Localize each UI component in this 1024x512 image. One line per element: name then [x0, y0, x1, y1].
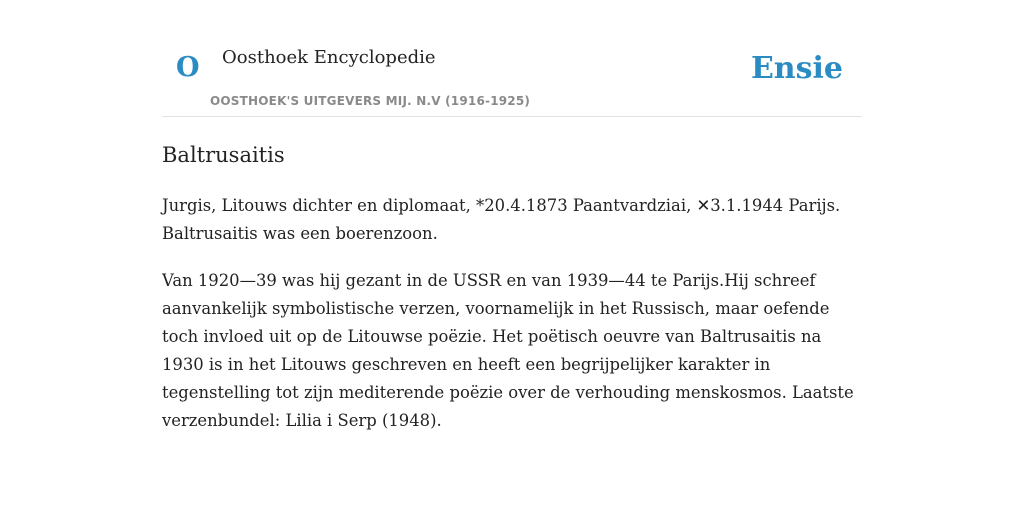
article-body [162, 192, 862, 454]
ensie-brand-logo[interactable]: Ensie [750, 51, 843, 86]
site-logo[interactable]: O [176, 52, 200, 83]
article-title: Baltrusaitis [162, 143, 285, 167]
site-header [162, 0, 862, 117]
site-title[interactable]: Oosthoek Encyclopedie [222, 47, 436, 68]
content-container [162, 0, 862, 430]
article-paragraph: Jurgis, Litouws dichter en diplomaat, *20.4.1873 Paantvardziai, ✕3.1.1944 Parijs. Baltrusaitis was een boerenzoon. [162, 196, 841, 243]
article-paragraph: Van 1920—39 was hij gezant in de USSR en van 1939—44 te Parijs.Hij schreef aanvankelijk symbolistische verzen, voornamelijk in het Russisch, maar oefende toch invloed uit op de Litouwse poëzie. Het poëtisch oeuvre van Baltrusaitis na 1930 is in het Litouws geschreven en heeft een begrijpelijker karakter in tegenstelling tot zijn mediterende poëzie over de verhouding menskosmos. Laatste verzenbundel: Lilia i Serp (1948). [162, 271, 854, 430]
publisher-subtitle: OOSTHOEK'S UITGEVERS MIJ. N.V (1916-1925) [210, 94, 531, 108]
